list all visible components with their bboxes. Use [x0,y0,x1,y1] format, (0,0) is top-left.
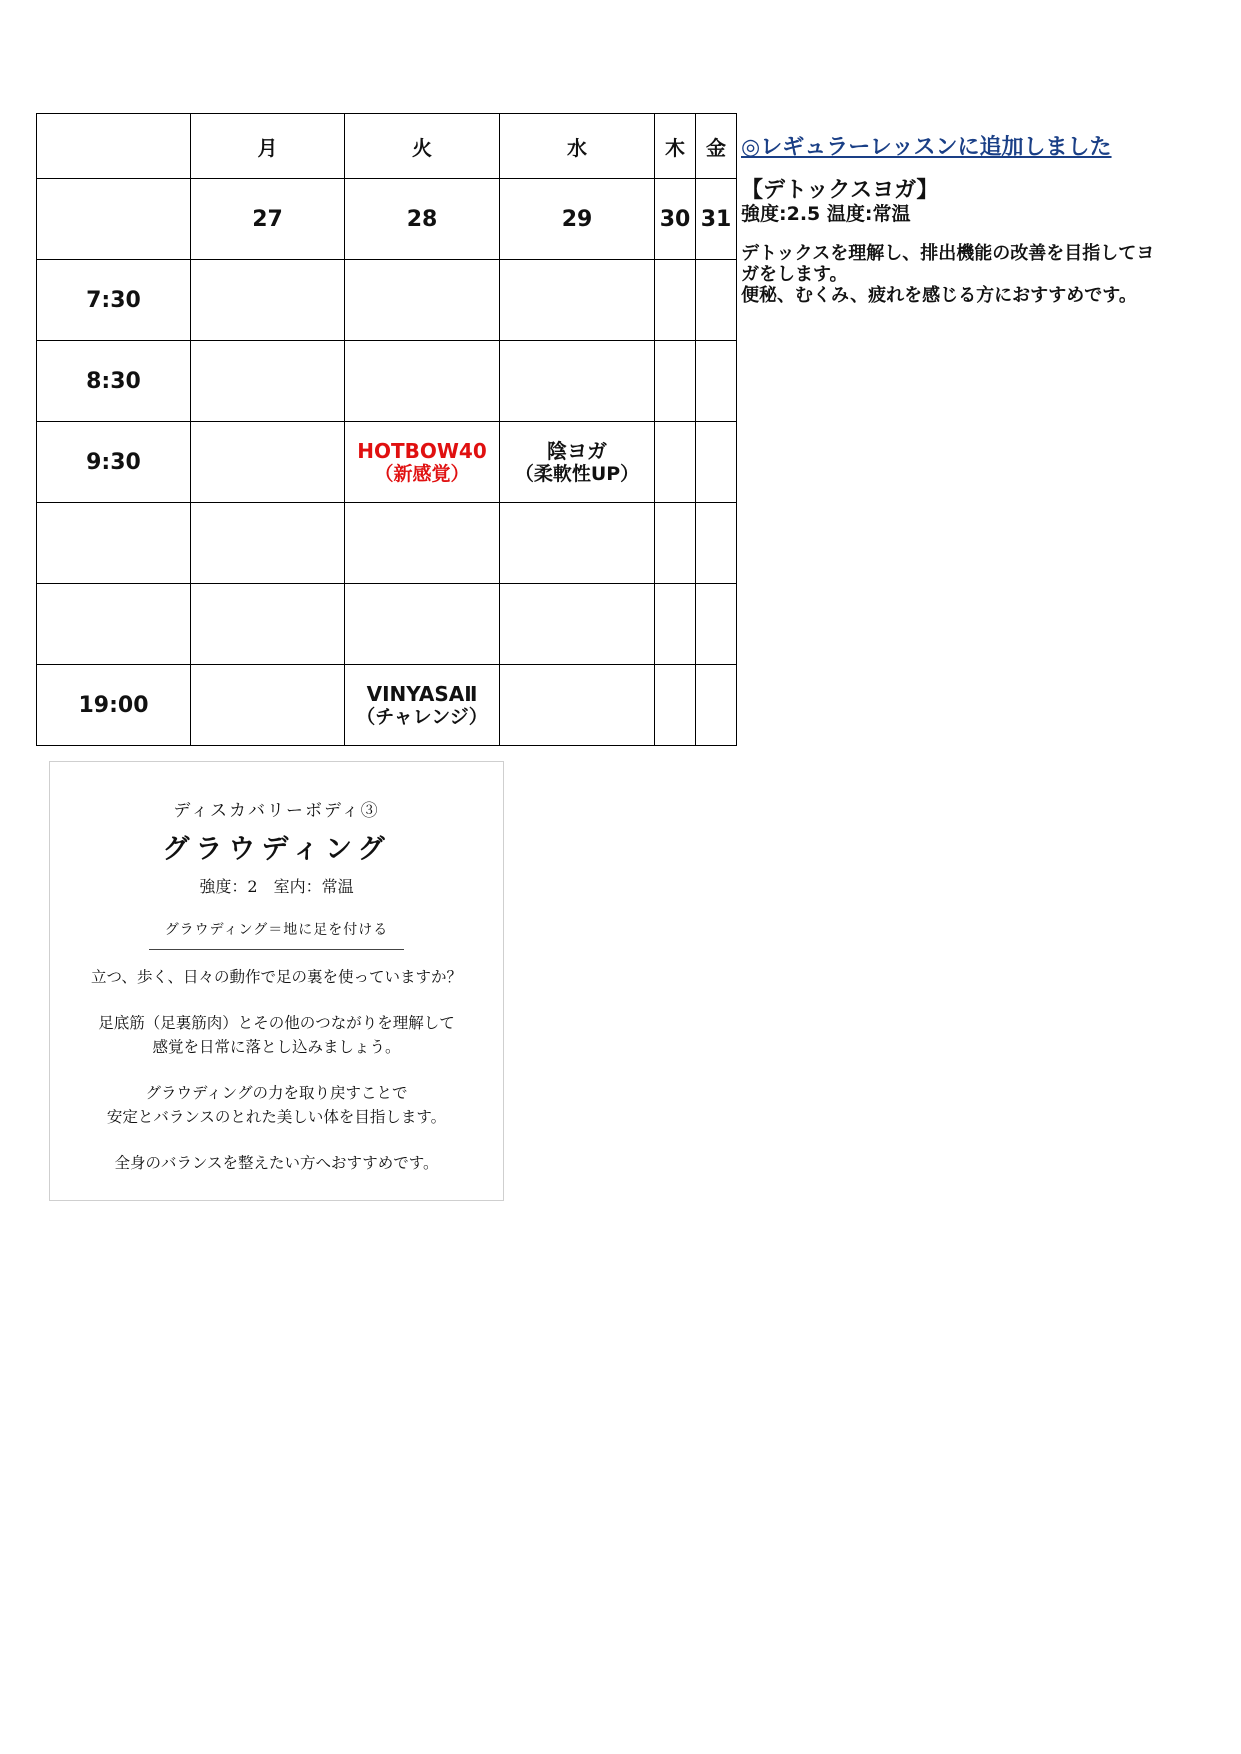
slot-cell [191,584,345,665]
detox-yoga-description: デトックスを理解し、排出機能の改善を目指してヨガをします。 便秘、むくみ、疲れを感じる方におすすめです。 [741,243,1155,306]
class-cell-vinyasa[interactable] [345,665,500,746]
slot-cell [191,260,345,341]
date-thu: 30 [655,179,696,260]
date-corner [37,179,191,260]
card-meta: 強度：2 室内：常温 [199,877,354,896]
card-paragraph: グラウディングの力を取り戻すことで 安定とバランスのとれた美しい体を目指します。 [106,1084,447,1126]
card-title: グラウディング [162,834,391,865]
detox-yoga-title: 【デトックスヨガ】 [741,178,939,203]
date-wed: 29 [500,179,655,260]
class-name: 陰ヨガ [547,438,607,463]
card-paragraph: 立つ、歩く、日々の動作で足の裏を使っていますか？ [90,968,463,986]
slot-cell [696,503,737,584]
slot-cell [345,584,500,665]
card-divider [149,949,404,950]
time-slot-row [37,422,737,503]
time-label: 19:00 [37,665,191,746]
time-slot-row [37,584,737,665]
weekday-wed: 水 [500,114,655,179]
class-subtitle: （新感覚） [374,462,470,485]
time-label: 9:30 [37,422,191,503]
weekday-fri: 金 [696,114,737,179]
date-fri: 31 [696,179,737,260]
time-slot-row [37,665,737,746]
grounding-class-card [49,761,504,1201]
date-row [37,179,737,260]
class-cell-hotbow40[interactable] [345,422,500,503]
corner-cell [37,114,191,179]
class-cell-yin-yoga[interactable] [500,422,655,503]
class-name: VINYASAⅡ [366,681,478,706]
card-subtitle: ディスカバリーボディ③ [173,801,380,821]
time-label [37,584,191,665]
date-tue: 28 [345,179,500,260]
card-paragraph: 全身のバランスを整えたい方へおすすめです。 [114,1154,439,1172]
slot-cell [345,503,500,584]
slot-cell [696,422,737,503]
date-mon: 27 [191,179,345,260]
slot-cell [191,503,345,584]
weekday-mon: 月 [191,114,345,179]
detox-yoga-meta: 強度:2.5 温度:常温 [741,203,911,225]
slot-cell [191,665,345,746]
slot-cell [696,341,737,422]
slot-cell [191,422,345,503]
card-tagline: グラウディング＝地に足を付ける [164,922,389,938]
time-label: 8:30 [37,341,191,422]
time-slot-row [37,341,737,422]
weekly-schedule-table [36,113,737,746]
time-slot-row [37,260,737,341]
slot-cell [345,260,500,341]
card-paragraph: 足底筋（足裏筋肉）とその他のつながりを理解して 感覚を日常に落とし込みましょう。 [98,1014,455,1056]
class-subtitle: （柔軟性UP） [514,462,640,485]
time-label [37,503,191,584]
weekday-tue: 火 [345,114,500,179]
slot-cell [696,260,737,341]
class-name: HOTBOW40 [357,438,487,463]
slot-cell [655,665,696,746]
slot-cell [500,503,655,584]
slot-cell [500,584,655,665]
class-subtitle: （チャレンジ） [356,705,488,728]
slot-cell [696,665,737,746]
slot-cell [345,341,500,422]
slot-cell [655,503,696,584]
slot-cell [500,260,655,341]
weekday-header-row [37,114,737,179]
slot-cell [655,422,696,503]
slot-cell [191,341,345,422]
weekday-thu: 木 [655,114,696,179]
slot-cell [655,260,696,341]
time-label: 7:30 [37,260,191,341]
slot-cell [696,584,737,665]
side-info-panel [741,130,1201,306]
slot-cell [500,665,655,746]
slot-cell [655,341,696,422]
time-slot-row [37,503,737,584]
slot-cell [655,584,696,665]
slot-cell [500,341,655,422]
regular-lesson-notice-link[interactable]: ◎レギュラーレッスンに追加しました [741,135,1112,160]
